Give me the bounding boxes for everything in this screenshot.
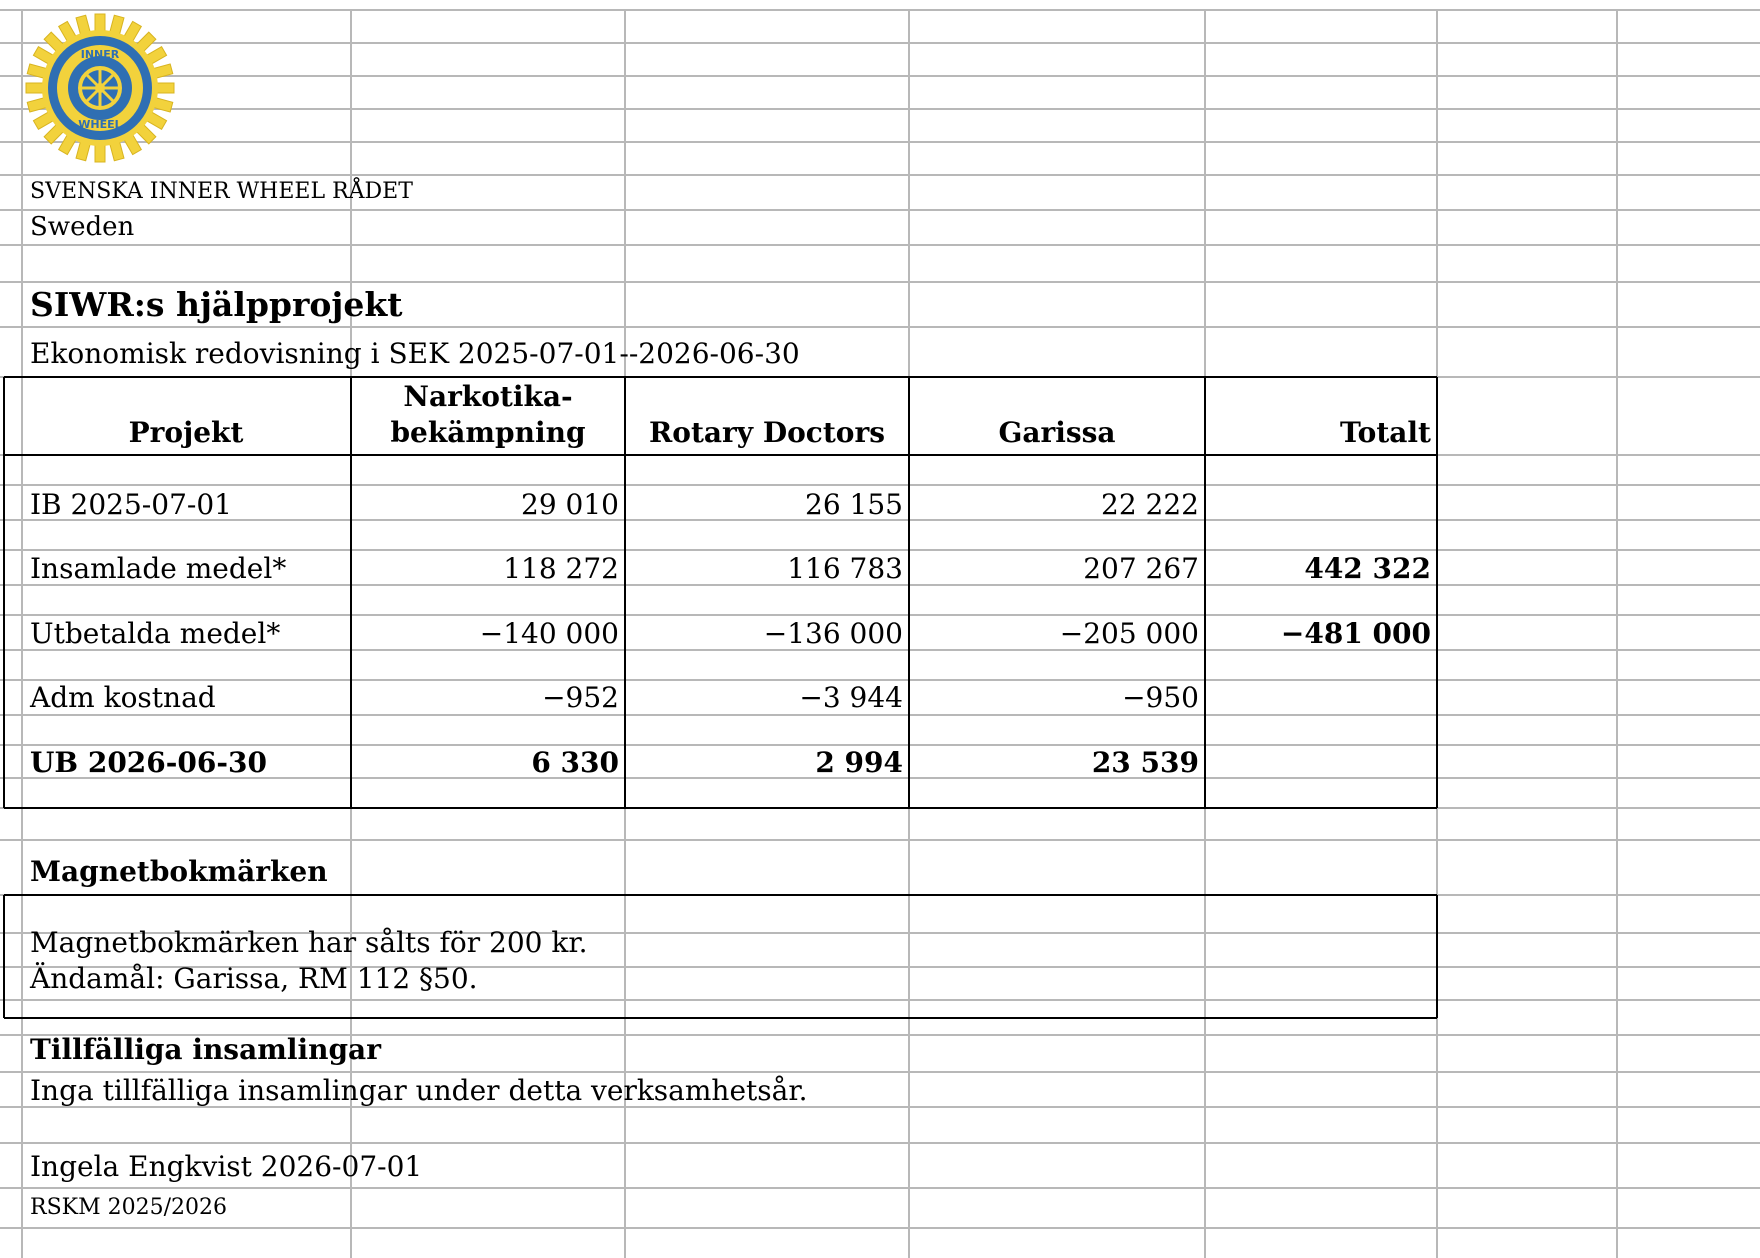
header-narkotika-line2: bekämpning — [390, 416, 586, 449]
cell-ub-narkotika: 6 330 — [531, 746, 619, 779]
cell-adm-rotary: −3 944 — [799, 681, 903, 714]
row-label-adm: Adm kostnad — [30, 681, 216, 714]
cell-insamlade-narkotika: 118 272 — [503, 552, 619, 585]
signature: Ingela Engkvist 2026-07-01 — [30, 1150, 423, 1183]
row-label-insamlade: Insamlade medel* — [30, 552, 287, 585]
cell-ib-garissa: 22 222 — [1101, 488, 1199, 521]
cell-insamlade-rotary: 116 783 — [787, 552, 903, 585]
magnet-heading: Magnetbokmärken — [30, 855, 328, 888]
header-rotary-doctors: Rotary Doctors — [649, 416, 885, 449]
cell-ub-garissa: 23 539 — [1091, 746, 1199, 779]
cell-utbetalda-narkotika: −140 000 — [479, 617, 619, 650]
cell-ib-narkotika: 29 010 — [521, 488, 619, 521]
logo-text-bottom: WHEEL — [78, 118, 122, 131]
cell-insamlade-totalt: 442 322 — [1304, 552, 1431, 585]
magnet-line2: Ändamål: Garissa, RM 112 §50. — [30, 962, 478, 995]
cell-ub-rotary: 2 994 — [815, 746, 903, 779]
cell-utbetalda-garissa: −205 000 — [1059, 617, 1199, 650]
cell-adm-garissa: −950 — [1122, 681, 1199, 714]
row-label-ub: UB 2026-06-30 — [30, 746, 267, 779]
page-subtitle: Ekonomisk redovisning i SEK 2025-07-01--2026-06-30 — [30, 337, 800, 370]
org-country: Sweden — [30, 212, 135, 242]
row-label-utbetalda: Utbetalda medel* — [30, 617, 281, 650]
row-label-ib: IB 2025-07-01 — [30, 488, 232, 521]
page-title: SIWR:s hjälpprojekt — [30, 285, 403, 324]
footer-note: RSKM 2025/2026 — [30, 1195, 227, 1220]
inner-wheel-logo — [22, 10, 178, 166]
cell-insamlade-garissa: 207 267 — [1083, 552, 1199, 585]
magnet-line1: Magnetbokmärken har sålts för 200 kr. — [30, 926, 588, 959]
cell-utbetalda-totalt: −481 000 — [1280, 617, 1431, 650]
header-garissa: Garissa — [998, 416, 1116, 449]
header-projekt: Projekt — [128, 416, 244, 449]
cell-adm-narkotika: −952 — [542, 681, 619, 714]
org-name: SVENSKA INNER WHEEL RÅDET — [30, 179, 413, 204]
logo-text-top: INNER — [80, 48, 120, 61]
temporary-text: Inga tillfälliga insamlingar under detta verksamhetsår. — [30, 1074, 808, 1107]
cell-utbetalda-rotary: −136 000 — [763, 617, 903, 650]
header-narkotika-line1: Narkotika- — [403, 380, 573, 413]
header-totalt: Totalt — [1340, 416, 1431, 449]
temporary-heading: Tillfälliga insamlingar — [30, 1033, 381, 1066]
cell-ib-rotary: 26 155 — [805, 488, 903, 521]
